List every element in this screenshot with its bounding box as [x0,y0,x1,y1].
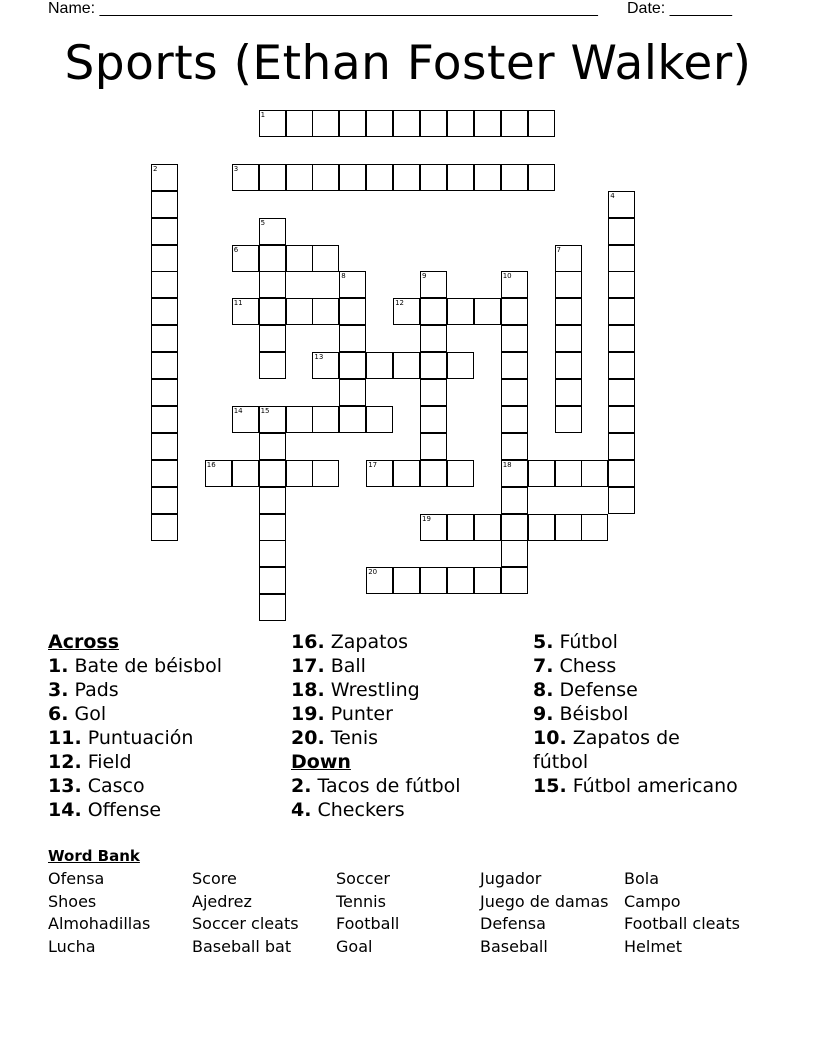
clue-across-17: 17. Ball [291,655,366,677]
crossword-cell[interactable] [447,460,474,487]
crossword-cell[interactable] [555,514,582,541]
crossword-cell[interactable] [259,271,286,298]
name-field-label: Name: ________________________________________________________ [48,0,598,17]
crossword-cell[interactable] [151,271,178,298]
clue-across-12: 12. Field [48,751,132,773]
across-heading: Across [48,631,120,653]
clue-number: 15 [260,406,270,415]
crossword-cell[interactable] [312,164,339,191]
word-bank-row [48,891,768,914]
crossword-cell[interactable] [232,406,259,433]
crossword-cell[interactable] [232,460,259,487]
word-bank-item: Ajedrez [192,891,252,911]
crossword-cell[interactable] [312,406,339,433]
crossword-cell[interactable] [447,514,474,541]
clue-across-16: 16. Zapatos [291,631,409,653]
crossword-cell[interactable] [420,406,447,433]
crossword-cell[interactable] [555,245,582,272]
crossword-cell[interactable] [259,487,286,514]
word-bank-item: Football [336,914,400,933]
crossword-cell[interactable] [528,514,555,541]
crossword-cell[interactable] [528,460,555,487]
clue-number: 8 [341,272,346,281]
crossword-cell[interactable] [393,567,420,594]
crossword-cell[interactable] [339,298,366,325]
crossword-cell[interactable] [366,406,393,433]
crossword-cell[interactable] [232,245,259,272]
crossword-cell[interactable] [420,298,447,325]
word-bank-item: Football cleats [624,914,740,933]
crossword-cell[interactable] [151,460,178,487]
crossword-cell[interactable] [501,487,528,514]
clue-across-1: 1. Bate de béisbol [48,655,223,677]
crossword-cell[interactable] [474,567,501,594]
crossword-cell[interactable] [312,298,339,325]
crossword-cell[interactable] [501,433,528,460]
crossword-cell[interactable] [151,298,178,325]
crossword-cell[interactable] [259,594,286,621]
crossword-cell[interactable] [555,271,582,298]
clue-number: 2 [153,164,158,173]
crossword-cell[interactable] [420,460,447,487]
crossword-cell[interactable] [259,567,286,594]
clue-down-2: 2. Tacos de fútbol [291,775,461,797]
crossword-cell[interactable] [608,325,635,352]
date-field-label: Date: _______ [627,0,732,17]
crossword-cell[interactable] [420,271,447,298]
crossword-cell[interactable] [312,352,339,379]
crossword-cell[interactable] [259,460,286,487]
clue-down-9: 9. Béisbol [533,703,629,725]
clue-number: 6 [233,245,239,254]
clue-down-15: 15. Fútbol americano [533,775,738,797]
clues-column-2 [291,630,526,822]
clue-number: 3 [233,164,239,173]
crossword-cell[interactable] [608,460,635,487]
crossword-cell[interactable] [151,514,178,541]
crossword-cell[interactable] [339,271,366,298]
crossword-cell[interactable] [339,164,366,191]
crossword-cell[interactable] [312,110,339,137]
crossword-cell[interactable] [151,487,178,514]
clue-down-8: 8. Defense [533,679,638,701]
word-bank-item: Baseball bat [192,936,292,956]
crossword-cell[interactable] [420,352,447,379]
clue-number: 18 [502,460,512,469]
word-bank-grid [48,868,768,958]
crossword-cell[interactable] [259,540,286,567]
clue-number: 20 [368,568,378,577]
crossword-cell[interactable] [286,406,313,433]
crossword-cell[interactable] [474,298,501,325]
crossword-cell[interactable] [259,164,286,191]
clue-number: 5 [260,218,266,227]
crossword-cell[interactable] [286,460,313,487]
crossword-cell[interactable] [555,460,582,487]
crossword-cell[interactable] [366,110,393,137]
crossword-cell[interactable] [366,460,393,487]
crossword-cell[interactable] [501,164,528,191]
crossword-cell[interactable] [555,325,582,352]
crossword-cell[interactable] [501,460,528,487]
crossword-cell[interactable] [259,433,286,460]
word-bank-item: Bola [624,869,660,888]
word-bank-item: Baseball [480,936,548,956]
crossword-cell[interactable] [259,406,286,433]
crossword-cell[interactable] [420,379,447,406]
crossword-cell[interactable] [339,325,366,352]
crossword-cell[interactable] [259,514,286,541]
word-bank-item: Juego de damas [480,891,609,911]
crossword-cell[interactable] [501,379,528,406]
crossword-cell[interactable] [608,406,635,433]
crossword-cell[interactable] [501,540,528,567]
crossword-cell[interactable] [555,379,582,406]
crossword-cell[interactable] [501,110,528,137]
crossword-cell[interactable] [393,460,420,487]
crossword-cell[interactable] [366,567,393,594]
crossword-cell[interactable] [608,245,635,272]
word-bank-row [48,868,768,891]
crossword-cell[interactable] [339,352,366,379]
crossword-cell[interactable] [259,245,286,272]
clue-across-13: 13. Casco [48,775,145,797]
clue-down-4: 4. Checkers [291,799,405,821]
crossword-cell[interactable] [366,164,393,191]
word-bank-item: Ofensa [48,869,105,888]
clue-number: 11 [233,299,243,308]
crossword-cell[interactable] [151,191,178,218]
crossword-cell[interactable] [151,218,178,245]
clue-number: 17 [368,460,378,469]
crossword-cell[interactable] [608,191,635,218]
word-bank-item: Defensa [480,914,546,933]
crossword-cell[interactable] [312,245,339,272]
clue-number: 13 [314,353,324,362]
crossword-cell[interactable] [366,352,393,379]
crossword-cell[interactable] [151,352,178,379]
clue-number: 10 [502,272,512,281]
word-bank-item: Lucha [48,936,96,956]
crossword-cell[interactable] [555,352,582,379]
crossword-cell[interactable] [259,218,286,245]
crossword-cell[interactable] [259,325,286,352]
crossword-cell[interactable] [501,567,528,594]
crossword-cell[interactable] [608,298,635,325]
crossword-cell[interactable] [608,352,635,379]
crossword-cell[interactable] [608,271,635,298]
crossword-cell[interactable] [151,325,178,352]
crossword-cell[interactable] [501,325,528,352]
crossword-cell[interactable] [581,514,608,541]
clue-across-20: 20. Tenis [291,727,379,749]
crossword-cell[interactable] [447,352,474,379]
word-bank-item: Tennis [336,891,386,911]
crossword-cell[interactable] [339,110,366,137]
crossword-cell[interactable] [393,110,420,137]
clue-across-18: 18. Wrestling [291,679,420,701]
crossword-cell[interactable] [501,298,528,325]
crossword-cell[interactable] [608,433,635,460]
word-bank-item: Jugador [480,869,542,888]
word-bank-item: Soccer cleats [192,914,299,933]
crossword-cell[interactable] [474,514,501,541]
crossword-cell[interactable] [555,406,582,433]
crossword-cell[interactable] [393,164,420,191]
crossword-cell[interactable] [259,110,286,137]
word-bank-item: Score [192,869,237,888]
clue-number: 7 [556,245,561,254]
crossword-cell[interactable] [151,406,178,433]
clue-down-7: 7. Chess [533,655,617,677]
crossword-cell[interactable] [608,379,635,406]
clue-number: 16 [206,460,216,469]
crossword-cell[interactable] [393,352,420,379]
clue-number: 12 [395,299,405,308]
word-bank [48,846,768,958]
word-bank-item: Soccer [336,869,390,888]
crossword-cell[interactable] [286,298,313,325]
clue-across-6: 6. Gol [48,703,107,725]
crossword-cell[interactable] [312,460,339,487]
word-bank-row [48,913,768,936]
crossword-cell[interactable] [286,110,313,137]
crossword-cell[interactable] [608,487,635,514]
crossword-cell[interactable] [339,379,366,406]
crossword-cell[interactable] [420,325,447,352]
down-heading: Down [291,751,351,773]
crossword-cell[interactable] [501,514,528,541]
crossword-cell[interactable] [447,567,474,594]
crossword-cell[interactable] [420,164,447,191]
word-bank-title: Word Bank [48,847,140,865]
crossword-cell[interactable] [501,352,528,379]
crossword-cell[interactable] [447,298,474,325]
crossword-cell[interactable] [420,567,447,594]
crossword-cell[interactable] [474,164,501,191]
clue-number: 1 [260,111,266,119]
word-bank-item: Shoes [48,891,97,911]
crossword-cell[interactable] [420,433,447,460]
crossword-cell[interactable] [259,352,286,379]
crossword-cell[interactable] [151,433,178,460]
crossword-cell[interactable] [393,298,420,325]
crossword-cell[interactable] [232,298,259,325]
crossword-cell[interactable] [420,110,447,137]
word-bank-item: Almohadillas [48,914,151,933]
crossword-cell[interactable] [339,406,366,433]
word-bank-item: Helmet [624,936,683,956]
crossword-cell[interactable] [151,245,178,272]
clue-down-5: 5. Fútbol [533,631,618,653]
page-title: Sports (Ethan Foster Walker) [64,36,752,91]
crossword-cell[interactable] [501,406,528,433]
crossword-cell[interactable] [581,460,608,487]
clue-down-10: 10. Zapatos de fútbol [533,727,680,773]
clues-column-3 [533,630,773,798]
crossword-cell[interactable] [528,164,555,191]
crossword-cell[interactable] [151,164,178,191]
crossword-cell[interactable] [608,218,635,245]
crossword-cell[interactable] [501,271,528,298]
crossword-cell[interactable] [205,460,232,487]
crossword-cell[interactable] [286,164,313,191]
crossword-cell[interactable] [420,514,447,541]
crossword-cell[interactable] [232,164,259,191]
clue-across-11: 11. Puntuación [48,727,194,749]
clue-across-14: 14. Offense [48,799,162,821]
word-bank-row [48,936,768,959]
clue-number: 19 [422,514,431,523]
clue-across-19: 19. Punter [291,703,393,725]
crossword-cell[interactable] [259,298,286,325]
crossword-cell[interactable] [474,110,501,137]
clues-column-1 [48,630,283,822]
crossword-cell[interactable] [286,245,313,272]
crossword-cell[interactable] [555,298,582,325]
clue-number: 9 [422,272,427,281]
clue-number: 4 [610,191,615,200]
crossword-cell[interactable] [151,379,178,406]
word-bank-item: Goal [336,936,373,956]
crossword-cell[interactable] [447,164,474,191]
clue-number: 14 [233,406,243,415]
crossword-cell[interactable] [528,110,555,137]
clue-across-3: 3. Pads [48,679,119,701]
crossword-cell[interactable] [447,110,474,137]
word-bank-item: Campo [624,891,681,911]
